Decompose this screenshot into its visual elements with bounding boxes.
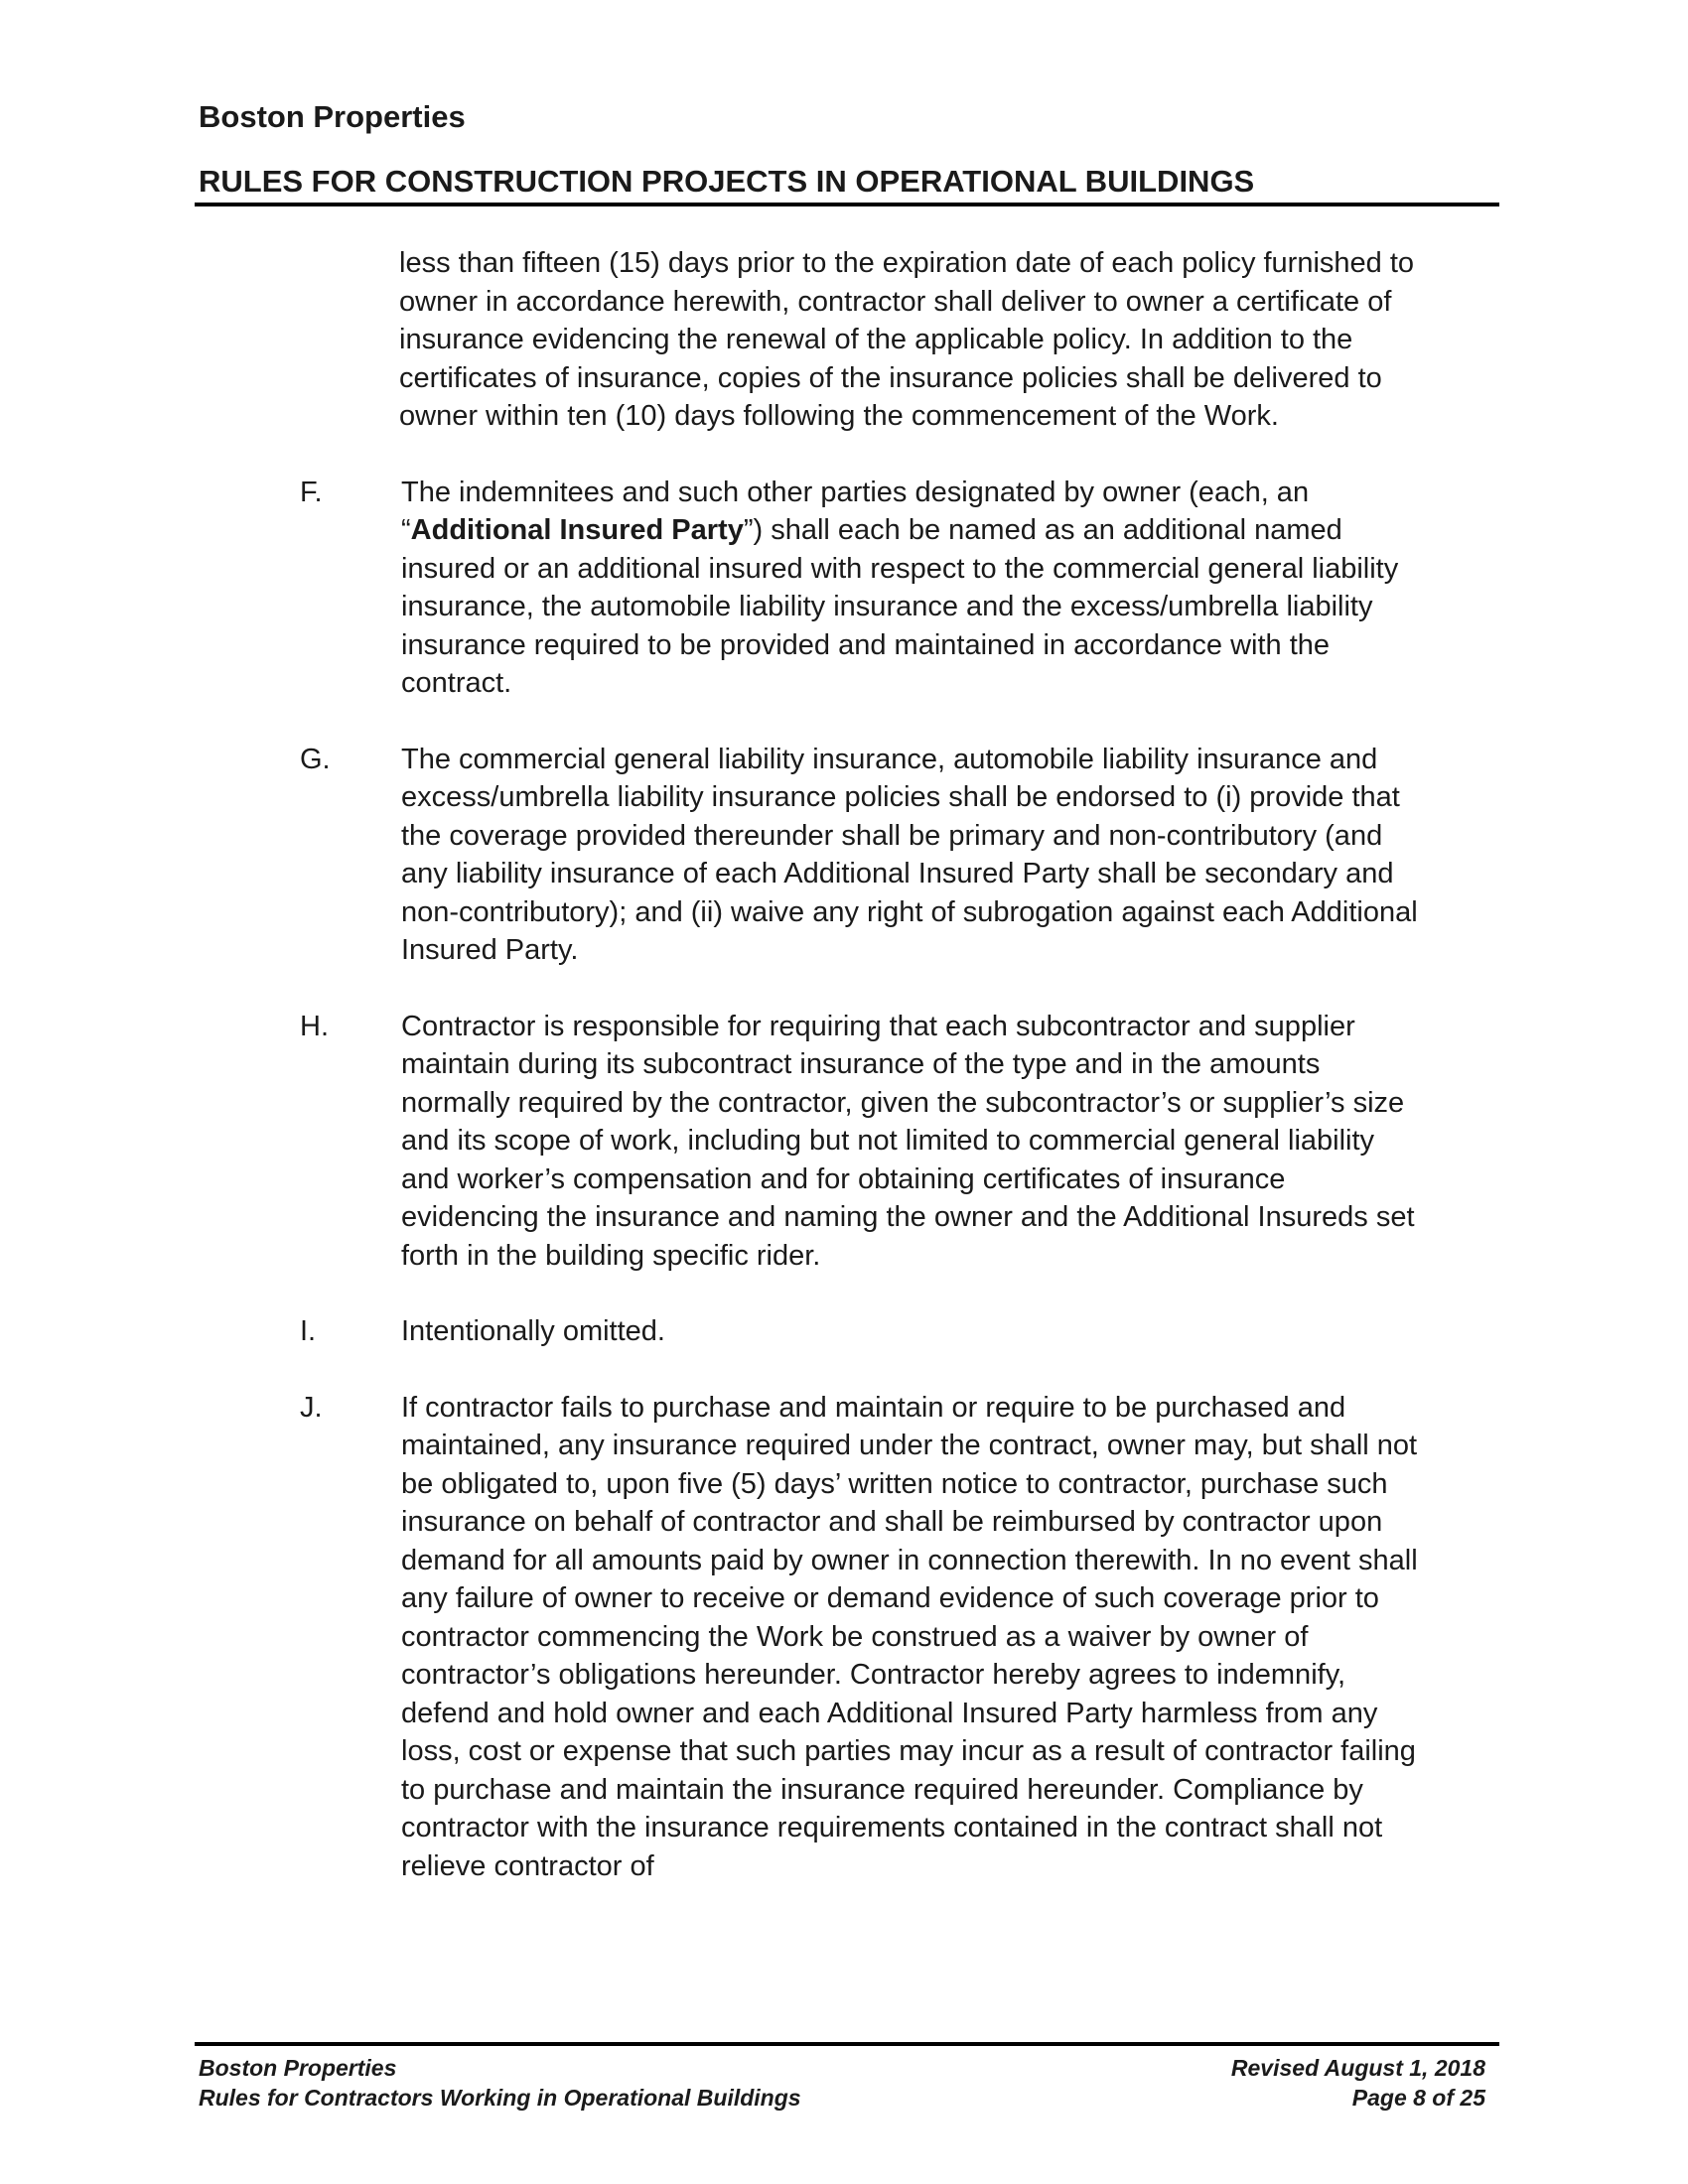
header-document-title: RULES FOR CONSTRUCTION PROJECTS IN OPERATIONAL BUILDINGS	[199, 164, 1255, 199]
paragraph-j	[199, 1389, 1509, 1886]
footer-company: Boston Properties	[199, 2055, 397, 2081]
footer-revision-date: Revised August 1, 2018	[1230, 2055, 1485, 2081]
defined-term: Additional Insured Party	[410, 514, 744, 546]
paragraph-text: If contractor fails to purchase and maintain or require to be purchased and maintained, any insurance required under the contract, owner may, but shall not be obligated to, upon five (5) days’ written notice to contractor, purchase such insurance on behalf of contractor and shall be reimbursed by contractor upon demand for all amounts paid by owner in connection therewith. In no event shall any failure of owner to receive or demand evidence of such coverage prior to contractor commencing the Work be construed as a waiver by owner of contractor’s obligations hereunder. Contractor hereby agrees to indemnify, defend and hold owner and each Additional Insured Party harmless from any loss, cost or expense that such parties may incur as a result of contractor failing to purchase and maintain the insurance required hereunder. Compliance by contractor with the insurance requirements contained in the contract shall not relieve contractor of	[401, 1391, 1418, 1882]
paragraph-i	[199, 1312, 1509, 1351]
header-divider	[195, 203, 1499, 206]
paragraph-text-before: The indemnitees and such other parties designated by owner (each, an “	[401, 476, 1310, 546]
paragraph-letter: H.	[300, 1010, 329, 1042]
paragraph-letter: I.	[300, 1315, 317, 1347]
footer-divider	[195, 2042, 1499, 2046]
paragraph-text	[401, 474, 1424, 703]
paragraph-h	[199, 1008, 1509, 1276]
paragraph-text-after: ”) shall each be named as an additional named insured or an additional insured with respect to the commercial general liability insurance, the automobile liability insurance and the excess/umbrella liability insurance required to be provided and maintained in accordance with the contract.	[401, 514, 1399, 699]
continuation-paragraph	[399, 244, 1509, 436]
paragraph-letter: F.	[300, 476, 323, 508]
paragraph-text: The commercial general liability insurance, automobile liability insurance and excess/umbrella liability insurance policies shall be endorsed to (i) provide that the coverage provided thereunder shall be primary and non-contributory (and any liability insurance of each Additional Insured Party shall be secondary and non-contributory); and (ii) waive any right of subrogation against each Additional Insured Party.	[401, 743, 1418, 966]
paragraph-text: Contractor is responsible for requiring that each subcontractor and supplier maintain during its subcontract insurance of the type and in the amounts normally required by the contractor, given the subcontractor’s or supplier’s size and its scope of work, including but not limited to commercial general liability and worker’s compensation and for obtaining certificates of insurance evidencing the insurance and naming the owner and the Additional Insureds set forth in the building specific rider.	[401, 1010, 1415, 1272]
paragraph-text: less than fifteen (15) days prior to the expiration date of each policy furnished to owner in accordance herewith, contractor shall deliver to owner a certificate of insurance evidencing the renewal of the applicable policy. In addition to the certificates of insurance, copies of the insurance policies shall be delivered to owner within ten (10) days following the commencement of the Work.	[399, 247, 1415, 432]
footer-left	[199, 2053, 801, 2113]
paragraph-letter: J.	[300, 1391, 323, 1424]
footer-document-title: Rules for Contractors Working in Operational Buildings	[199, 2085, 801, 2111]
footer-right	[1231, 2053, 1485, 2113]
header-company-name: Boston Properties	[199, 99, 466, 134]
paragraph-text: Intentionally omitted.	[401, 1315, 665, 1347]
document-body	[199, 244, 1509, 1923]
paragraph-f	[199, 474, 1509, 703]
paragraph-letter: G.	[300, 743, 331, 775]
paragraph-g	[199, 741, 1509, 970]
footer-page-number: Page 8 of 25	[1351, 2085, 1485, 2111]
